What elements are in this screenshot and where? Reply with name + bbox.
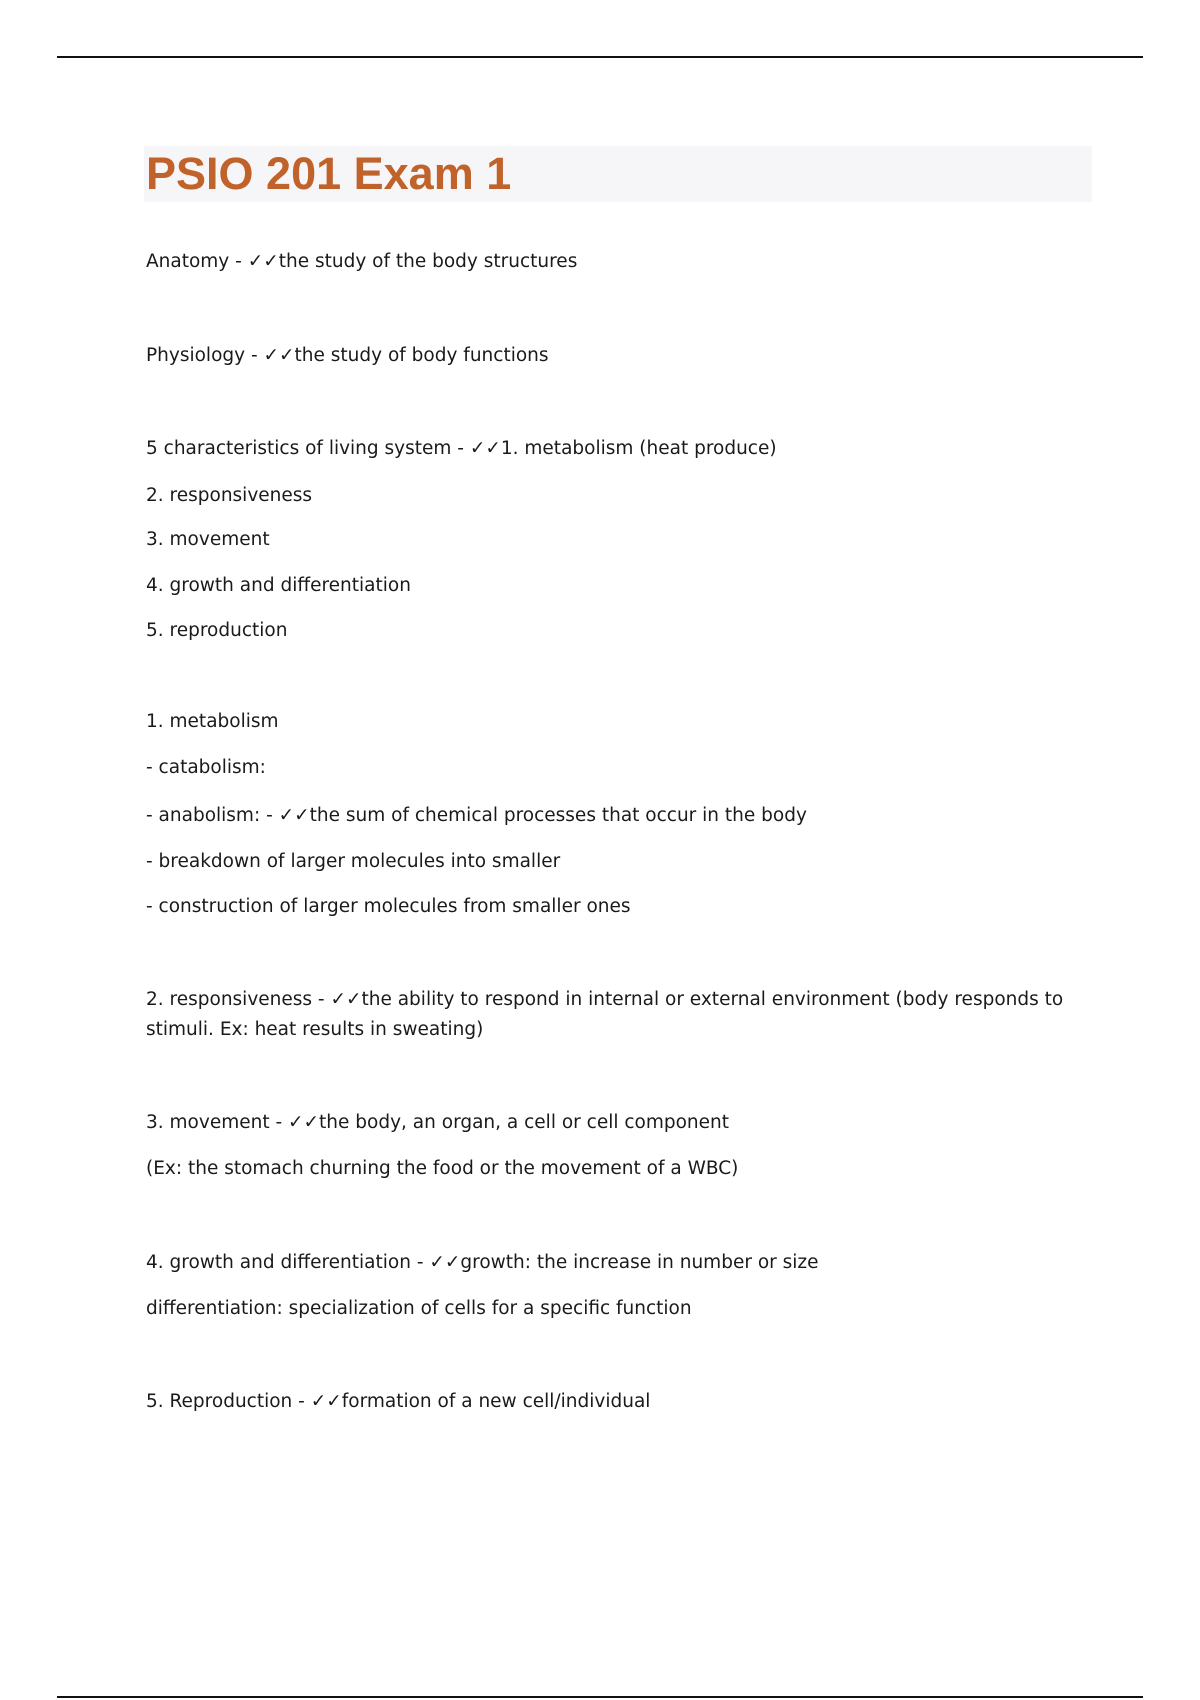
term: 4. growth and differentiation - — [146, 1252, 430, 1273]
list-item: 3. movement — [146, 529, 270, 550]
list-item: 1. metabolism — [146, 711, 279, 732]
answer: the study of body functions — [294, 345, 549, 366]
term: 3. movement - — [146, 1112, 289, 1133]
term: 5. Reproduction - — [146, 1391, 311, 1412]
answer: formation of a new cell/individual — [341, 1391, 651, 1412]
entry-movement — [146, 1108, 729, 1138]
list-item: 2. responsiveness — [146, 485, 313, 506]
check-mark-icon: ✓✓ — [288, 1112, 320, 1133]
entry-responsiveness — [146, 985, 1066, 1045]
list-item: - catabolism: — [146, 757, 266, 778]
check-mark-icon: ✓✓ — [263, 345, 295, 366]
check-mark-icon: ✓✓ — [247, 251, 279, 272]
check-mark-icon: ✓✓ — [310, 1391, 342, 1412]
term: Anatomy - — [146, 251, 248, 272]
answer: the sum of chemical processes that occur in the body — [309, 805, 807, 826]
top-rule — [57, 56, 1143, 58]
entry-anatomy — [146, 247, 577, 277]
list-item: (Ex: the stomach churning the food or the movement of a WBC) — [146, 1158, 739, 1179]
page-title: PSIO 201 Exam 1 — [146, 148, 512, 199]
bottom-rule — [57, 1696, 1143, 1698]
entry-growth — [146, 1248, 819, 1278]
list-item: differentiation: specialization of cells for a specific function — [146, 1298, 692, 1319]
answer: the ability to respond in internal or external environment (body responds to stimuli. Ex: heat results in sweating) — [146, 989, 1064, 1040]
entry-characteristics — [146, 434, 777, 464]
entry-reproduction — [146, 1387, 650, 1417]
check-mark-icon: ✓✓ — [278, 805, 310, 826]
term: Physiology - — [146, 345, 264, 366]
list-item: - breakdown of larger molecules into smaller — [146, 851, 561, 872]
answer: growth: the increase in number or size — [460, 1252, 819, 1273]
list-item: 5. reproduction — [146, 620, 288, 641]
term: - anabolism: - — [146, 805, 279, 826]
answer: 1. metabolism (heat produce) — [500, 438, 777, 459]
entry-physiology — [146, 341, 549, 371]
list-item: - construction of larger molecules from smaller ones — [146, 896, 631, 917]
check-mark-icon: ✓✓ — [429, 1252, 461, 1273]
check-mark-icon: ✓✓ — [469, 438, 501, 459]
list-item: 4. growth and differentiation — [146, 575, 411, 596]
term: 5 characteristics of living system - — [146, 438, 470, 459]
answer: the study of the body structures — [278, 251, 578, 272]
answer: the body, an organ, a cell or cell component — [319, 1112, 730, 1133]
entry-anabolism — [146, 801, 807, 831]
check-mark-icon: ✓✓ — [330, 989, 362, 1010]
term: 2. responsiveness - — [146, 989, 331, 1010]
